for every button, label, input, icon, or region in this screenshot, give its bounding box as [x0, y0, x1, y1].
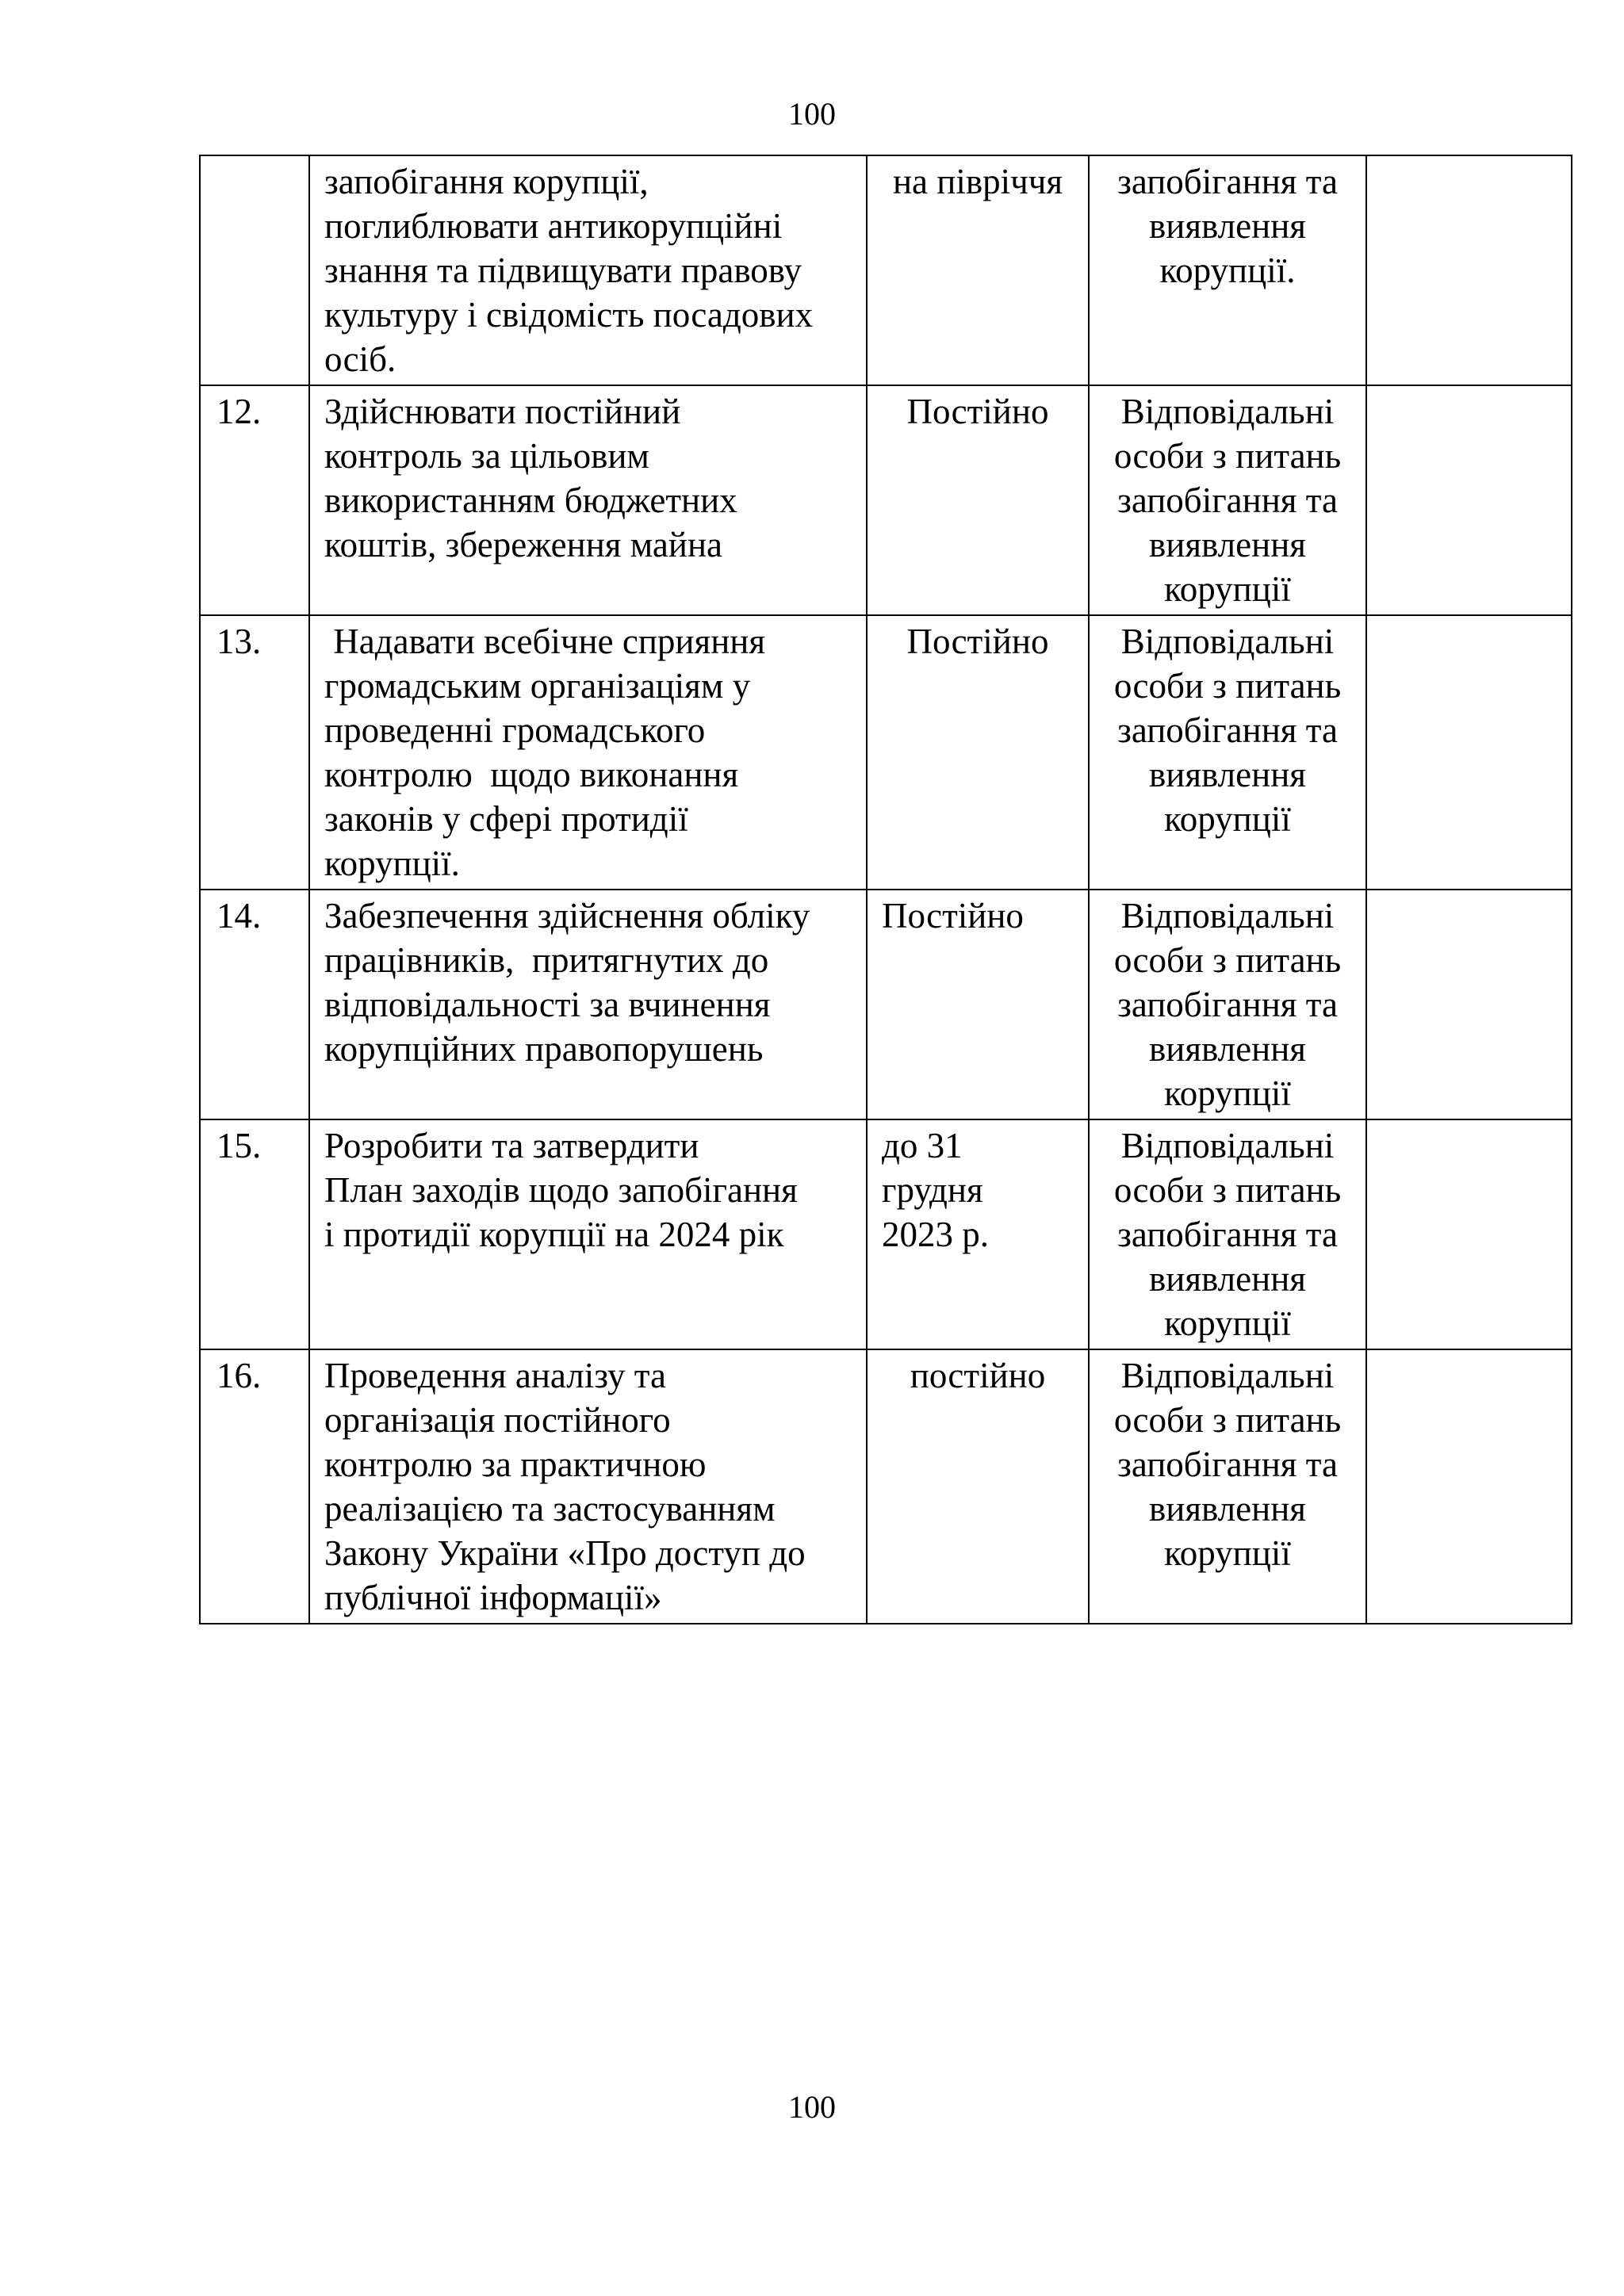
measure-cell [309, 385, 867, 615]
measure-line: використанням бюджетних [324, 480, 737, 520]
measures-table-body [200, 155, 1572, 1624]
responsible-line: виявлення [1149, 1259, 1306, 1299]
responsible-line: корупції [1164, 1073, 1291, 1113]
table-row [200, 1349, 1572, 1624]
table-row [200, 155, 1572, 385]
responsible-line: виявлення [1149, 525, 1306, 564]
row-number: 15. [200, 1119, 309, 1349]
responsible-line: виявлення [1149, 206, 1306, 246]
term-line: Постійно [882, 896, 1024, 936]
responsible-line: запобігання та [1117, 1445, 1338, 1484]
measures-table [199, 155, 1572, 1624]
table-row [200, 1119, 1572, 1349]
note-cell [1366, 615, 1572, 890]
term-line: Постійно [906, 392, 1049, 431]
term-line: до 31 [882, 1126, 963, 1165]
responsible-line: запобігання та [1117, 1215, 1338, 1254]
measure-line: контролю за практичною [324, 1445, 707, 1484]
responsible-cell [1089, 1349, 1366, 1624]
note-cell [1366, 155, 1572, 385]
table-row [200, 385, 1572, 615]
responsible-line: запобігання та [1117, 710, 1338, 750]
term-line: грудня [882, 1170, 983, 1210]
responsible-line: корупції [1164, 569, 1291, 609]
responsible-line: запобігання та [1117, 985, 1338, 1024]
table-row [200, 890, 1572, 1119]
measure-line: запобігання корупції, [324, 162, 649, 201]
measure-line: знання та підвищувати правову [324, 251, 802, 290]
term-cell [867, 615, 1089, 890]
measure-line: і протидії корупції на 2024 рік [324, 1215, 784, 1254]
measure-line: корупції. [324, 844, 460, 883]
measure-line: Забезпечення здійснення обліку [324, 896, 810, 936]
term-line: на півріччя [892, 162, 1063, 201]
responsible-line: виявлення [1149, 1489, 1306, 1529]
responsible-line: Відповідальні [1120, 392, 1335, 431]
responsible-line: запобігання та [1117, 162, 1338, 201]
measure-line: реалізацією та застосуванням [324, 1489, 776, 1529]
measure-line: осіб. [324, 339, 396, 379]
term-line: 2023 р. [882, 1215, 989, 1254]
term-cell [867, 1349, 1089, 1624]
measure-line: проведенні громадського [324, 710, 706, 750]
responsible-line: особи з питань [1113, 1170, 1342, 1210]
page-number-top: 100 [788, 96, 836, 132]
measure-line: культуру і свідомість посадових [324, 295, 814, 335]
responsible-cell [1089, 615, 1366, 890]
term-cell [867, 1119, 1089, 1349]
table-row [200, 615, 1572, 890]
measure-line: організація постійного [324, 1400, 671, 1440]
measure-line: публічної інформації» [324, 1578, 662, 1617]
term-line: Постійно [906, 622, 1049, 661]
measure-line: контроль за цільовим [324, 436, 649, 476]
measure-line: Здійснювати постійний [324, 392, 681, 431]
measure-cell [309, 1119, 867, 1349]
measure-line: контролю щодо виконання [324, 755, 739, 794]
term-cell [867, 155, 1089, 385]
responsible-line: корупції. [1159, 251, 1296, 290]
measure-line: Закону України «Про доступ до [324, 1533, 806, 1573]
responsible-line: Відповідальні [1120, 1356, 1335, 1395]
note-cell [1366, 1119, 1572, 1349]
measure-line: громадським організаціям у [324, 666, 751, 706]
measure-cell [309, 155, 867, 385]
responsible-line: виявлення [1149, 1029, 1306, 1069]
responsible-cell [1089, 155, 1366, 385]
measure-line: поглиблювати антикорупційні [324, 206, 783, 246]
measure-line: Надавати всебічне сприяння [324, 622, 766, 661]
responsible-line: особи з питань [1113, 436, 1342, 476]
responsible-line: особи з питань [1113, 666, 1342, 706]
responsible-line: виявлення [1149, 755, 1306, 794]
measure-cell [309, 615, 867, 890]
row-number: 13. [200, 615, 309, 890]
measure-line: Розробити та затвердити [324, 1126, 699, 1165]
responsible-cell [1089, 1119, 1366, 1349]
measure-line: корупційних правопорушень [324, 1029, 764, 1069]
note-cell [1366, 385, 1572, 615]
row-number: 16. [200, 1349, 309, 1624]
measure-line: Проведення аналізу та [324, 1356, 666, 1395]
responsible-line: запобігання та [1117, 480, 1338, 520]
note-cell [1366, 890, 1572, 1119]
responsible-line: корупції [1164, 1533, 1291, 1573]
responsible-line: корупції [1164, 1303, 1291, 1343]
page-number-bottom: 100 [788, 2089, 836, 2125]
measure-cell [309, 890, 867, 1119]
term-line: постійно [910, 1356, 1046, 1395]
row-number: 12. [200, 385, 309, 615]
measure-cell [309, 1349, 867, 1624]
responsible-line: особи з питань [1113, 1400, 1342, 1440]
note-cell [1366, 1349, 1572, 1624]
responsible-cell [1089, 385, 1366, 615]
measure-line: План заходів щодо запобігання [324, 1170, 798, 1210]
responsible-line: Відповідальні [1120, 896, 1335, 936]
responsible-line: Відповідальні [1120, 1126, 1335, 1165]
measure-line: відповідальності за вчинення [324, 985, 771, 1024]
measure-line: законів у сфері протидії [324, 799, 688, 839]
measure-line: коштів, збереження майна [324, 525, 723, 564]
row-number [200, 155, 309, 385]
responsible-line: Відповідальні [1120, 622, 1335, 661]
term-cell [867, 890, 1089, 1119]
term-cell [867, 385, 1089, 615]
row-number: 14. [200, 890, 309, 1119]
measure-line: працівників, притягнутих до [324, 940, 769, 980]
responsible-line: особи з питань [1113, 940, 1342, 980]
responsible-line: корупції [1164, 799, 1291, 839]
responsible-cell [1089, 890, 1366, 1119]
